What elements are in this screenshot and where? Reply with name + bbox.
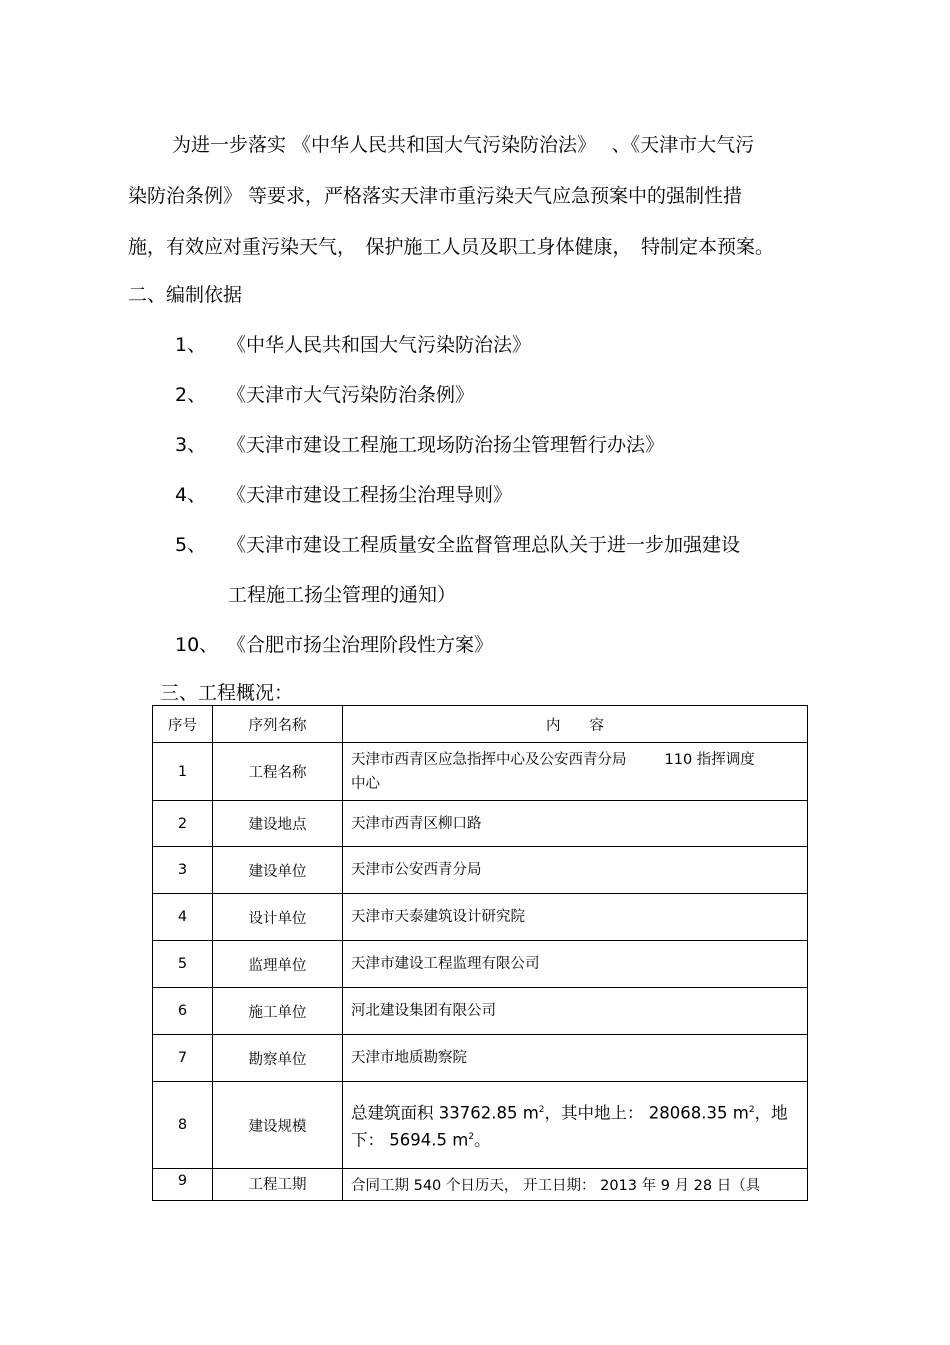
row-number: 1: [153, 743, 213, 801]
row-content-part: 天津市西青区应急指挥中心及公安西青分局: [351, 751, 627, 768]
row-number: 6: [153, 988, 213, 1035]
row-content: [343, 743, 808, 801]
row-content: 合同工期 540 个日历天， 开工日期： 2013 年 9 月 28 日（具: [343, 1169, 808, 1201]
reference-text-continuation: 工程施工扬尘管理的通知）: [228, 584, 457, 606]
header-name: 序列名称: [213, 706, 343, 743]
reference-number: 3、: [175, 434, 207, 456]
section-3-heading: 三、工程概况：: [160, 682, 294, 704]
table-row: [153, 801, 808, 847]
row-number: 2: [153, 801, 213, 847]
row-content-part: 中心: [351, 775, 380, 792]
reference-number: 5、: [175, 534, 207, 556]
row-label: 施工单位: [213, 988, 343, 1035]
row-content-part: 下： 5694.5 m: [351, 1130, 469, 1150]
superscript: 2: [538, 1104, 545, 1115]
row-label: 建设规模: [213, 1082, 343, 1169]
section-2-heading: 二、编制依据: [128, 284, 243, 306]
table-row: [153, 941, 808, 988]
row-label: 勘察单位: [213, 1035, 343, 1082]
row-label: 建设地点: [213, 801, 343, 847]
table-row: [153, 1035, 808, 1082]
row-number: 4: [153, 894, 213, 941]
table-row: [153, 847, 808, 894]
row-label: 设计单位: [213, 894, 343, 941]
row-number: 5: [153, 941, 213, 988]
header-no: 序号: [153, 706, 213, 743]
intro-paragraph: [128, 120, 824, 273]
reference-text: 《天津市建设工程扬尘治理导则》: [227, 484, 513, 506]
reference-item: [175, 480, 512, 507]
header-content: 内 容: [343, 706, 808, 743]
reference-item: [175, 430, 664, 457]
row-content: 天津市公安西青分局: [343, 847, 808, 894]
table-row: [153, 1082, 808, 1169]
superscript: 2: [468, 1132, 475, 1142]
reference-number: 1、: [175, 334, 207, 356]
row-content: 河北建设集团有限公司: [343, 988, 808, 1035]
row-content-part: 。: [474, 1130, 491, 1150]
superscript: 2: [748, 1104, 755, 1115]
table-header-row: [153, 706, 808, 743]
reference-text: 《天津市建设工程施工现场防治扬尘管理暂行办法》: [227, 434, 665, 456]
row-number: 3: [153, 847, 213, 894]
intro-line-2: 染防治条例》 等要求，严格落实天津市重污染天气应急预案中的强制性措: [128, 185, 743, 207]
reference-text: 《天津市建设工程质量安全监督管理总队关于进一步加强建设: [227, 534, 741, 556]
table-row: [153, 1169, 808, 1201]
row-content: 天津市地质勘察院: [343, 1035, 808, 1082]
row-label: 工程工期: [213, 1169, 343, 1201]
row-number: 8: [153, 1082, 213, 1169]
row-label: 监理单位: [213, 941, 343, 988]
reference-number: 10、: [175, 634, 219, 656]
row-content: 天津市建设工程监理有限公司: [343, 941, 808, 988]
row-number: 9: [153, 1169, 213, 1201]
reference-number: 4、: [175, 484, 207, 506]
reference-text: 《天津市大气污染防治条例》: [227, 384, 475, 406]
row-content: 天津市天泰建筑设计研究院: [343, 894, 808, 941]
table-row: [153, 988, 808, 1035]
reference-text: 《中华人民共和国大气污染防治法》: [227, 334, 532, 356]
row-content: [343, 1082, 808, 1169]
reference-item: [175, 530, 740, 557]
row-number: 7: [153, 1035, 213, 1082]
table-row: [153, 894, 808, 941]
intro-line-1: 为进一步落实 《中华人民共和国大气污染防治法》 、《天津市大气污: [172, 134, 755, 156]
reference-item: [175, 630, 493, 657]
row-label: 建设单位: [213, 847, 343, 894]
row-content-part: 总建筑面积 33762.85 m: [351, 1103, 539, 1122]
reference-number: 2、: [175, 384, 207, 406]
row-content-part: ，地: [754, 1103, 788, 1122]
table-row: [153, 743, 808, 801]
row-content-part: ，其中地上： 28068.35 m: [544, 1103, 749, 1122]
row-content: 天津市西青区柳口路: [343, 801, 808, 847]
reference-item: [175, 380, 474, 407]
row-label: 工程名称: [213, 743, 343, 801]
intro-line-3: 施，有效应对重污染天气， 保护施工人员及职工身体健康， 特制定本预案。: [128, 236, 775, 258]
row-content-part: 110 指挥调度: [664, 751, 755, 768]
reference-item: [175, 330, 531, 357]
reference-text: 《合肥市扬尘治理阶段性方案》: [227, 634, 494, 656]
project-overview-table: [152, 705, 808, 1201]
